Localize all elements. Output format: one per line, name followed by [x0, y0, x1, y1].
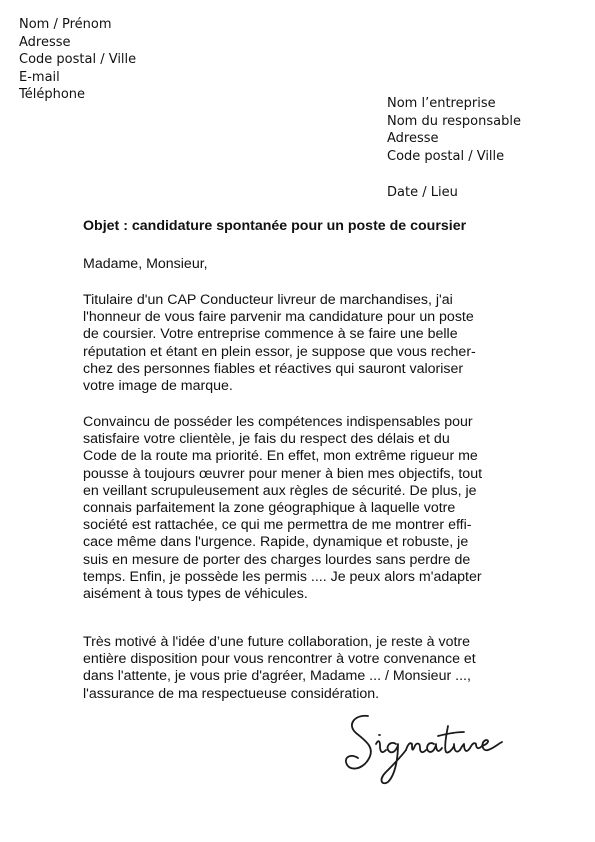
paragraph-line: l'honneur de vous faire parvenir ma candidature pour un poste: [83, 309, 474, 326]
sender-block: [19, 16, 136, 104]
paragraph-line: aisément à tous types de véhicules.: [83, 586, 308, 603]
sender-email: E-mail: [19, 69, 60, 85]
paragraph-closing: [83, 634, 476, 703]
recipient-block: [387, 95, 521, 165]
sender-phone: Téléphone: [19, 87, 86, 103]
recipient-postal-city: Code postal / Ville: [387, 148, 505, 164]
paragraph-line: de coursier. Votre entreprise commence à se faire une belle: [83, 326, 458, 343]
paragraph-line: satisfaire votre clientèle, je fais du respect des délais et du: [83, 431, 450, 448]
paragraph-line: Convaincu de posséder les compétences indispensables pour: [83, 414, 473, 430]
paragraph-line: dans l'attente, je vous prie d'agréer, Madame ... / Monsieur ...,: [83, 668, 471, 685]
subject-line: Objet : candidature spontanée pour un poste de coursier: [83, 218, 467, 234]
paragraph-line: Titulaire d'un CAP Conducteur livreur de marchandises, j'ai: [83, 292, 453, 308]
paragraph-line: l'assurance de ma respectueuse considération.: [83, 685, 380, 702]
paragraph-intro: [83, 292, 476, 395]
paragraph-line: pousse à toujours œuvrer pour mener à bien mes objectifs, tout: [83, 465, 483, 482]
paragraph-line: suis en mesure de porter des charges lourdes sans perdre de: [83, 551, 471, 568]
paragraph-line: cace même dans l'urgence. Rapide, dynamique et robuste, je: [83, 534, 469, 551]
salutation: Madame, Monsieur,: [83, 256, 208, 272]
paragraph-line: en veillant scrupuleusement aux règles de sécurité. De plus, je: [83, 482, 477, 499]
paragraph-line: votre image de marque.: [83, 378, 233, 395]
handwritten-signature: [340, 700, 510, 790]
recipient-manager: Nom du responsable: [387, 113, 521, 129]
paragraph-line: Code de la route ma priorité. En effet, mon extrême rigueur me: [83, 448, 478, 465]
recipient-address: Adresse: [387, 131, 439, 147]
paragraph-line: connais parfaitement la zone géographique à laquelle votre: [83, 500, 456, 517]
paragraph-line: entière disposition pour vous rencontrer à votre convenance et: [83, 651, 476, 668]
date-place: Date / Lieu: [387, 185, 458, 200]
paragraph-line: société est rattachée, ce qui me permettra de me montrer effi-: [83, 517, 472, 534]
paragraph-skills: [83, 414, 482, 603]
paragraph-line: Très motivé à l'idée d’une future collaboration, je reste à votre: [83, 634, 471, 650]
paragraph-line: chez des personnes fiables et réactives qui sauront valoriser: [83, 360, 464, 377]
sender-name: Nom / Prénom: [19, 17, 112, 32]
sender-postal-city: Code postal / Ville: [19, 52, 137, 68]
sender-address: Adresse: [19, 34, 71, 50]
paragraph-line: temps. Enfin, je possède les permis .... Je peux alors m'adapter: [83, 568, 482, 585]
paragraph-line: réputation et étant en plein essor, je suppose que vous recher-: [83, 343, 476, 360]
recipient-company: Nom l’entreprise: [387, 96, 496, 111]
